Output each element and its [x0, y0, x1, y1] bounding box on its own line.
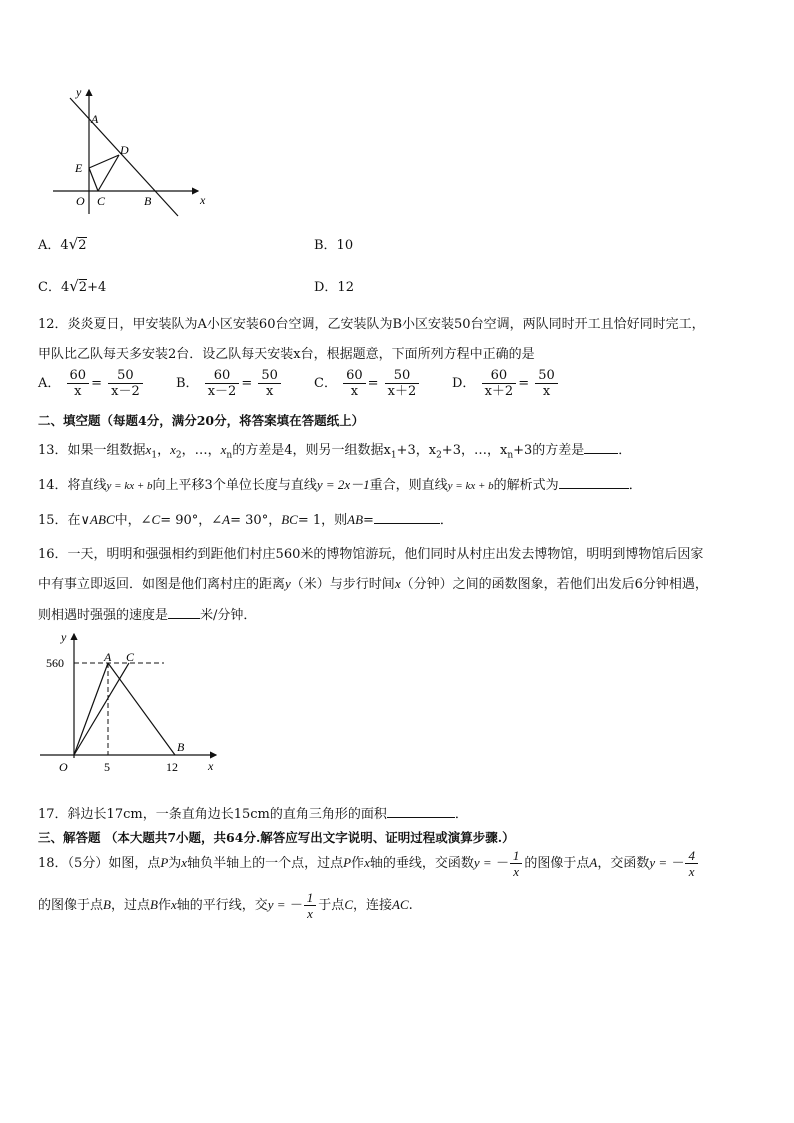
q16-text-line2 — [38, 573, 708, 592]
q15-eq3: = 1，则 — [297, 513, 348, 528]
q16-text-line3 — [38, 604, 256, 623]
q13-plus2: +3，…， — [441, 443, 500, 458]
q11-c-suffix: +4 — [87, 280, 107, 295]
q12-text-line1: 12．炎炎夏日，甲安装队为A小区安装60台空调，乙安装队为B小区安装50台空调，两队同时开工且恰好同时完工， — [38, 317, 705, 332]
q16-line2-c: （分钟）之间的函数图象，若他们出发后6分钟相遇， — [400, 577, 708, 592]
q13-sub2: 2 — [175, 450, 182, 461]
q18-func1-num: 1 — [510, 848, 523, 864]
q18-point-b2: B — [149, 897, 158, 912]
q13-sub1: 1 — [151, 450, 158, 461]
q15-middle: 中，∠ — [114, 513, 152, 528]
q12-d-left-den: x＋2 — [484, 384, 514, 399]
q15-text — [38, 509, 453, 528]
q18-l2e: 于点 — [318, 898, 345, 913]
q18-t6: ，交函数 — [597, 856, 650, 871]
q12-a-left-num: 60 — [67, 368, 90, 384]
q14-end: ． — [628, 478, 642, 493]
fig2-line-ab — [108, 663, 175, 755]
q13-plus1: +3， — [396, 443, 429, 458]
q11-option-a: A．4√2 — [38, 235, 87, 253]
q12-option-c: C． $\frac{60}{x}$ = $\frac{50}{x+2}$ — [314, 368, 421, 399]
q16-line2-a: 中有事立即返回．如图是他们离村庄的距离 — [38, 577, 286, 592]
q13-end: ． — [618, 443, 632, 458]
q16-var-x: x — [394, 576, 401, 591]
q14-equation-1: y = kx + b — [106, 480, 153, 492]
q11-c-prefix: C．4 — [38, 280, 70, 295]
q15-eq2: = 30°， — [230, 513, 282, 528]
q15-eq4: = — [363, 513, 374, 528]
q13-middle: 的方差是4，则另一组数据 — [232, 443, 384, 458]
q15-ab: AB — [347, 512, 364, 527]
q11-option-b: B．10 — [314, 238, 354, 253]
q18-point-b: B — [103, 897, 111, 912]
q12-option-d: D． $\frac{60}{x+2}$ = $\frac{50}{x}$ — [452, 368, 560, 399]
fig2-label-a: A — [104, 650, 112, 664]
segment-ed — [89, 155, 119, 168]
q18-point-a: A — [589, 855, 598, 870]
figure-1 — [48, 84, 218, 220]
q16-line3-a: 则相遇时强强的速度是 — [38, 608, 169, 623]
q18-func3-lhs: y = － — [267, 897, 302, 912]
q14-middle-1: 向上平移3个单位长度与直线 — [152, 478, 317, 493]
q18-t1: 为 — [168, 856, 182, 871]
q12-a-right-num: 50 — [108, 368, 143, 384]
fig2-label-y: y — [61, 630, 67, 644]
fig2-label-12: 12 — [166, 760, 178, 774]
q12-text-line2: 甲队比乙队每天多安装2台．设乙队每天安装x台，根据题意，下面所列方程中正确的是 — [38, 347, 535, 362]
line-ab — [70, 98, 178, 216]
fig1-label-e: E — [75, 161, 83, 175]
q18-x1: x — [181, 855, 188, 870]
q15-angle-a: A — [222, 512, 231, 527]
q13-xn: x — [220, 442, 227, 457]
q12-b-left-den: x－2 — [207, 384, 237, 399]
fig2-line-oc — [74, 663, 129, 755]
q13-x2: x — [170, 442, 176, 457]
fig2-label-560: 560 — [46, 656, 64, 670]
q11-option-c: C．4√2+4 — [38, 277, 107, 295]
q14-equation-3: y = kx + b — [447, 480, 494, 492]
q18-l2g: . — [408, 898, 413, 913]
q12-option-b: B． $\frac{60}{x-2}$ = $\frac{50}{x}$ — [176, 368, 283, 399]
q18-x3: x — [170, 897, 177, 912]
section-3-heading: 三、解答题 （本大题共7小题，共64分.解答应写出文字说明、证明过程或演算步骤.） — [38, 830, 515, 845]
q12-d-left-num: 60 — [482, 368, 517, 384]
figure-2 — [36, 628, 226, 778]
q12-c-label: C． — [314, 376, 337, 391]
q17-answer-blank[interactable] — [387, 805, 455, 818]
q13-x1: x — [145, 442, 152, 457]
q18-t5: 的图像于点 — [524, 856, 590, 871]
q18-func2-num: 4 — [685, 848, 698, 864]
q15-bc: BC — [281, 512, 298, 527]
segment-cd — [98, 155, 119, 191]
fig1-label-y: y — [76, 85, 82, 99]
q13-subn: n — [226, 450, 233, 461]
q12-c-right-num: 50 — [385, 368, 420, 384]
q18-point-p2: P — [343, 855, 352, 870]
section-2-heading: 二、填空题（每题4分，满分20分，将答案填在答题纸上） — [38, 413, 365, 428]
q18-text-line1 — [38, 848, 700, 879]
q16-line2-b: （米）与步行时间 — [290, 577, 395, 592]
q18-func1-lhs: y = － — [473, 855, 508, 870]
q18-func1-den: x — [513, 864, 520, 879]
q17-end: ． — [454, 807, 468, 822]
q11-option-d: D．12 — [314, 280, 354, 295]
q12-c-right-den: x＋2 — [387, 384, 417, 399]
q12-c-left-den: x — [350, 384, 359, 399]
q13-b-sub2: 2 — [436, 450, 442, 461]
q16-text-line1: 16．一天，明明和强强相约到距他们村庄560米的博物馆游玩，他们同时从村庄出发去博物馆，明明到博物馆后因家 — [38, 547, 704, 562]
fig1-label-a: A — [91, 112, 99, 126]
fig1-label-x: x — [200, 193, 206, 207]
q12-a-label: A． — [38, 376, 61, 391]
q12-b-right-den: x — [265, 384, 274, 399]
fig1-label-b: B — [144, 194, 152, 208]
fig2-label-c: C — [126, 650, 135, 664]
q14-answer-blank[interactable] — [559, 476, 629, 489]
q14-equation-2: y = 2x－1 — [316, 477, 370, 492]
q14-text — [38, 474, 642, 493]
q18-prefix: 18．（5分）如图，点 — [38, 856, 161, 871]
q18-l2a: 的图像于点 — [38, 898, 104, 913]
q14-middle-2: 重合，则直线 — [369, 478, 448, 493]
q15-end: ． — [439, 513, 453, 528]
fig2-label-5: 5 — [104, 760, 110, 774]
q13-answer-blank[interactable] — [584, 441, 618, 454]
q15-angle-c: C — [151, 512, 161, 527]
q13-plus3: +3的方差是 — [513, 443, 585, 458]
q13-comma2: ，…， — [181, 443, 221, 458]
q18-l2d: 轴的平行线，交 — [176, 898, 268, 913]
fig2-label-b: B — [177, 740, 185, 754]
q18-point-p: P — [160, 855, 169, 870]
q16-var-y: y — [285, 576, 291, 591]
q13-text: 13．如果一组数据$x_1$，$x_2$，…，$x_n$的方差是4，则另一组数据$x_1+3$，$x_2+3$，…，$x_n+3$的方差是 ． — [38, 442, 632, 461]
q18-func3-den: x — [307, 906, 313, 921]
q13-b-sub1: 1 — [390, 450, 397, 461]
q14-prefix: 14．将直线 — [38, 478, 107, 493]
q12-b-label: B． — [176, 376, 199, 391]
fig2-label-o: O — [59, 760, 68, 774]
q12-c-left-num: 60 — [343, 368, 366, 384]
q12-b-right-num: 50 — [258, 368, 281, 384]
q17-body: 17．斜边长17cm，一条直角边长15cm的直角三角形的面积 — [38, 807, 387, 822]
q18-l2b: ，过点 — [110, 898, 150, 913]
q16-answer-blank[interactable] — [168, 606, 200, 619]
q18-text-line2 — [38, 890, 413, 921]
fig1-label-c: C — [97, 194, 106, 208]
q17-text — [38, 803, 468, 822]
q11-a-prefix: A．4 — [38, 238, 69, 253]
q18-x2: x — [364, 855, 370, 870]
q13-comma1: ， — [157, 443, 171, 458]
q12-b-left-num: 60 — [205, 368, 240, 384]
q12-a-left-den: x — [74, 384, 82, 399]
q15-prefix: 15．在 — [38, 513, 81, 528]
q18-l2c: 作 — [157, 898, 171, 913]
q18-segment-ac: AC — [392, 897, 409, 912]
fig1-label-d: D — [120, 143, 129, 157]
q18-l2f: ，连接 — [352, 898, 392, 913]
q14-suffix: 的解析式为 — [493, 478, 559, 493]
q18-func2-lhs: y = － — [649, 855, 684, 870]
q12-d-label: D． — [452, 376, 476, 391]
q15-answer-blank[interactable] — [374, 511, 440, 524]
q18-t2: 轴负半轴上的一个点，过点 — [187, 856, 344, 871]
fig1-label-o: O — [76, 194, 85, 208]
q12-d-right-den: x — [542, 384, 551, 399]
q16-line3-b: 米/分钟． — [200, 608, 257, 623]
q13-b-subn: n — [507, 450, 514, 461]
q18-func3-num: 1 — [304, 890, 317, 906]
q11-c-radicand: 2 — [78, 280, 88, 295]
q15-triangle: ∨ABC — [80, 512, 115, 527]
fig2-line-oa — [74, 663, 108, 755]
q18-t3: 作 — [351, 856, 365, 871]
fig2-label-x: x — [208, 759, 214, 773]
q12-a-right-den: x－2 — [111, 384, 140, 399]
q18-t4: 轴的垂线，交函数 — [369, 856, 474, 871]
q11-a-radicand: 2 — [78, 238, 87, 253]
q15-eq1: = 90°，∠ — [160, 513, 223, 528]
q12-d-right-num: 50 — [535, 368, 558, 384]
segment-ec — [89, 168, 98, 191]
q18-point-c: C — [344, 897, 353, 912]
q12-option-a: A． $\frac{60}{x}$ = $\frac{50}{x-2}$ — [38, 368, 145, 399]
q13-prefix: 13．如果一组数据 — [38, 443, 146, 458]
q18-func2-den: x — [688, 864, 695, 879]
